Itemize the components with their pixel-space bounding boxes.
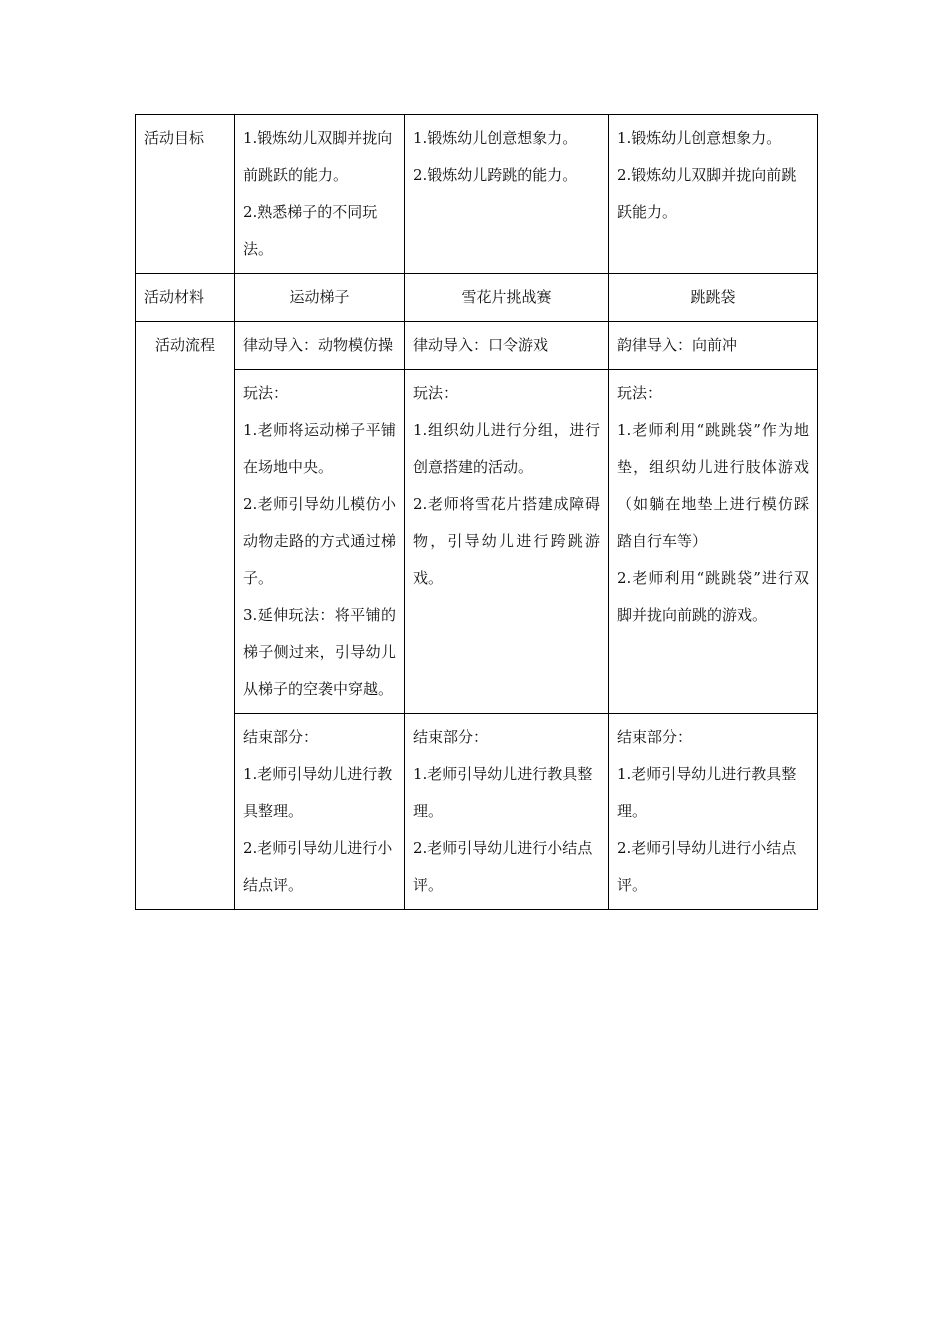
process-label: 活动流程 [136,322,235,910]
goals-row [136,115,818,274]
process-ending-col2 [405,714,609,910]
goals-col2-line: 1.锻炼幼儿创意想象力。 [413,129,578,147]
goals-col2 [405,115,609,274]
play-col2-line: 2.老师将雪花片搭建成障碍物，引导幼儿进行跨跳游戏。 [413,495,600,587]
ending-col3-line: 结束部分： [617,728,693,746]
ending-col3-line: 2.老师引导幼儿进行小结点评。 [617,839,797,894]
process-intro-row [136,322,818,370]
process-ending-col3 [609,714,818,910]
ending-col1-line: 1.老师引导幼儿进行教具整理。 [243,765,393,820]
materials-col3: 跳跳袋 [609,274,818,322]
play-col2-line: 1.组织幼儿进行分组，进行创意搭建的活动。 [413,421,600,476]
play-col3-line: 2.老师利用“跳跳袋”进行双脚并拢向前跳的游戏。 [617,569,809,624]
goals-col1-line: 1.锻炼幼儿双脚并拢向前跳跃的能力。 [243,129,393,184]
process-play-col3 [609,370,818,714]
ending-col2-line: 结束部分： [413,728,489,746]
ending-col1-line: 2.老师引导幼儿进行小结点评。 [243,839,393,894]
process-play-row [136,370,818,714]
process-play-col1 [235,370,405,714]
materials-row [136,274,818,322]
play-col3-line: 玩法： [617,384,663,402]
process-play-col2 [405,370,609,714]
process-ending-row [136,714,818,910]
goals-label: 活动目标 [136,115,235,274]
process-intro-col1: 律动导入：动物模仿操 [235,322,405,370]
goals-col1-line: 2.熟悉梯子的不同玩法。 [243,203,378,258]
materials-label: 活动材料 [136,274,235,322]
materials-col2: 雪花片挑战赛 [405,274,609,322]
goals-col3-line: 2.锻炼幼儿双脚并拢向前跳跃能力。 [617,166,797,221]
process-intro-col2: 律动导入：口令游戏 [405,322,609,370]
goals-col2-line: 2.锻炼幼儿跨跳的能力。 [413,166,578,184]
materials-col1: 运动梯子 [235,274,405,322]
activity-plan-table [135,114,818,910]
play-col2-line: 玩法： [413,384,459,402]
goals-col3 [609,115,818,274]
process-ending-col1 [235,714,405,910]
ending-col2-line: 1.老师引导幼儿进行教具整理。 [413,765,593,820]
play-col1-line: 2.老师引导幼儿模仿小动物走路的方式通过梯子。 [243,495,396,587]
play-col3-line: 1.老师利用“跳跳袋”作为地垫，组织幼儿进行肢体游戏（如躺在地垫上进行模仿踩踏自行车等） [617,421,809,550]
process-intro-col3: 韵律导入：向前冲 [609,322,818,370]
ending-col1-line: 结束部分： [243,728,319,746]
goals-col3-line: 1.锻炼幼儿创意想象力。 [617,129,782,147]
ending-col3-line: 1.老师引导幼儿进行教具整理。 [617,765,797,820]
ending-col2-line: 2.老师引导幼儿进行小结点评。 [413,839,593,894]
play-col1-line: 玩法： [243,384,289,402]
play-col1-line: 3.延伸玩法：将平铺的梯子侧过来，引导幼儿从梯子的空袭中穿越。 [243,606,396,698]
goals-col1 [235,115,405,274]
play-col1-line: 1.老师将运动梯子平铺在场地中央。 [243,421,396,476]
